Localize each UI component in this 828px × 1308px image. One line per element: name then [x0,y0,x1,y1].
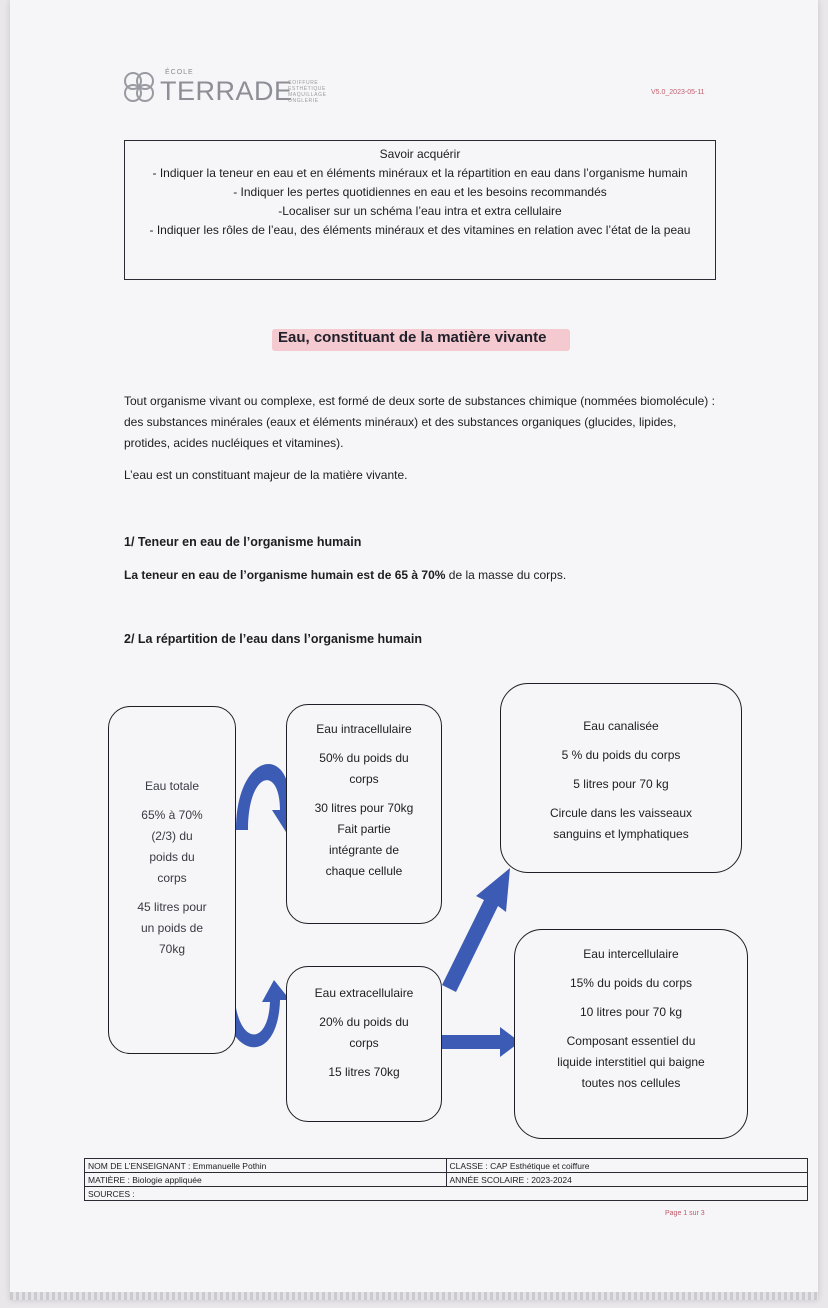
node-line: 15 litres 70kg [328,1065,400,1079]
node-line: 15% du poids du corps [569,976,693,990]
node-line: 20% du poids du [319,1015,409,1029]
node-line: (2/3) du [151,829,193,843]
node-line: 70kg [158,942,186,956]
node-line: poids du [149,850,195,864]
intro-paragraph-2: L’eau est un constituant majeur de la matière vivante. [124,468,408,482]
node-extracellular-water [286,966,442,1122]
node-label: Eau intracellulaire [316,722,412,736]
node-line: Fait partie [337,822,391,836]
logo-subtitle: COIFFURE ESTHÉTIQUE MAQUILLAGE ONGLERIE [288,80,327,104]
section-1-text-bold: La teneur en eau de l’organisme humain est de 65 à 70% [124,568,446,582]
node-intracellular-water [286,704,442,924]
footer-table [84,1158,808,1201]
node-total-water [108,706,236,1054]
page-number: Page 1 sur 3 [665,1210,705,1217]
node-line: sanguins et lymphatiques [553,827,689,841]
node-canalised-water [500,683,742,873]
page-title-text: Eau, constituant de la matière vivante [278,329,547,346]
section-2-heading: 2/ La répartition de l’eau dans l’organisme humain [124,632,422,646]
node-line: Composant essentiel du [566,1034,696,1048]
class-cell: CLASSE : CAP Esthétique et coiffure [446,1159,808,1173]
node-line: un poids de [140,921,204,935]
logo-small-text: ÉCOLE [165,69,194,76]
node-line: 10 litres pour 70 kg [579,1005,683,1019]
node-line: corps [349,1036,379,1050]
school-year-cell: ANNÉE SCOLAIRE : 2023-2024 [446,1173,808,1187]
node-label: Eau intercellulaire [583,947,679,961]
node-line: toutes nos cellules [581,1076,681,1090]
node-label: Eau extracellulaire [314,986,414,1000]
section-1-heading: 1/ Teneur en eau de l’organisme humain [124,535,362,549]
logo-name: TERRADE [160,76,293,106]
node-line: corps [349,772,379,786]
node-line: intégrante de [328,843,400,857]
objectives-title: Savoir acquérir [379,147,461,161]
node-intercellular-water [514,929,748,1139]
objective-line: - Indiquer la teneur en eau et en éléments minéraux et la répartition en eau dans l’organisme humain [152,166,688,180]
node-label: Eau canalisée [583,719,659,733]
arrow-to-inter [442,1027,520,1057]
version-stamp: V5.0_2023-05-11 [651,89,705,96]
document-page [10,0,818,1300]
teacher-cell: NOM DE L’ENSEIGNANT : Emmanuelle Pothin [85,1159,447,1173]
objective-line: - Indiquer les rôles de l’eau, des éléments minéraux et des vitamines en relation avec l’état de la peau [149,223,691,237]
node-label: Eau totale [144,779,200,793]
objective-line: - Indiquer les pertes quotidiennes en eau et les besoins recommandés [233,185,607,199]
subject-cell: MATIÈRE : Biologie appliquée [85,1173,447,1187]
node-line: 45 litres pour [137,900,207,914]
objective-line: -Localiser sur un schéma l’eau intra et extra cellulaire [278,204,562,218]
sources-cell: SOURCES : [85,1187,808,1201]
node-line: 30 litres pour 70kg [314,801,414,815]
node-line: 50% du poids du [319,751,409,765]
node-line: 5 % du poids du corps [561,748,681,762]
node-line: 65% à 70% [141,808,203,822]
section-1-text-end: de la masse du corps. [445,568,567,582]
node-line: chaque cellule [325,864,403,878]
node-line: corps [157,871,187,885]
binding-stripe [10,1292,818,1300]
intro-paragraph: Tout organisme vivant ou complexe, est formé de deux sorte de substances chimique (nommées biomolécule) : des substances minérales (eaux et éléments minéraux) et des substances organiques (glucides, lipides, protides, acides nucléiques et vitamines). [124,394,715,450]
arrow-to-canal [442,868,510,992]
node-line: 5 litres pour 70 kg [573,777,669,791]
node-line: liquide interstitiel qui baigne [557,1055,705,1069]
node-line: Circule dans les vaisseaux [549,806,693,820]
